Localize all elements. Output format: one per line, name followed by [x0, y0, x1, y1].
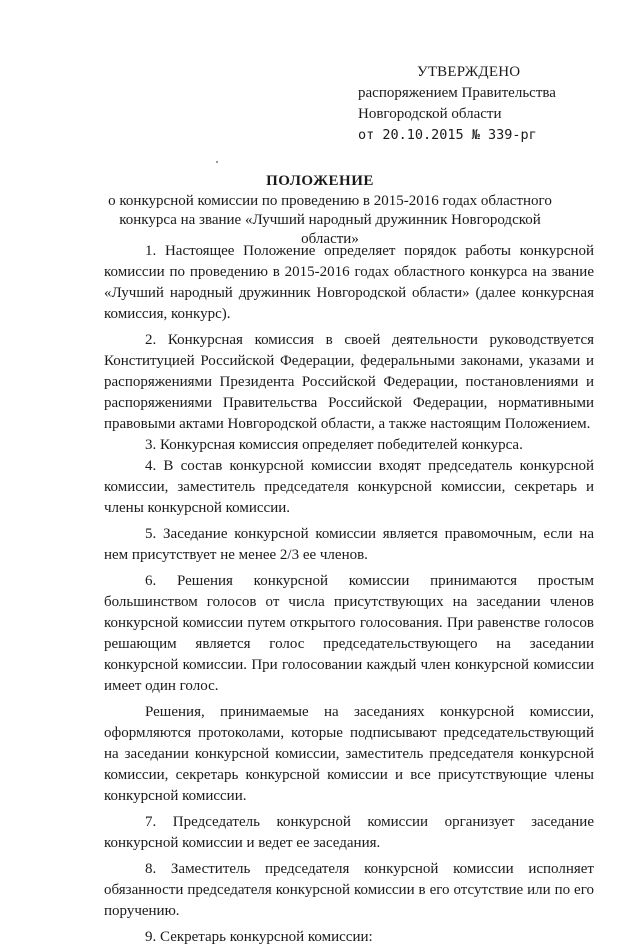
document-title: ПОЛОЖЕНИЕ: [266, 173, 374, 189]
paragraph-7: 7. Председатель конкурсной комиссии организует заседание конкурсной комиссии и ведет ее заседания.: [104, 814, 594, 851]
paragraph-3: 3. Конкурсная комиссия определяет победителей конкурса.: [145, 437, 523, 453]
scan-speck: [216, 161, 218, 163]
approval-line-1: распоряжением Правительства: [358, 85, 556, 101]
paragraph-6-decisions: Решения, принимаемые на заседаниях конкурсной комиссии, оформляются протоколами, которые подписывают председательствующий на заседании конкурсной комиссии, заместитель председателя конкурсной комиссии, секретарь конкурсной комиссии и все присутствующие члены конкурсной комиссии.: [104, 704, 594, 804]
document-body: [104, 241, 594, 948]
document-subtitle: о конкурсной комиссии по проведению в 2015-2016 годах областного конкурса на звание «Лучший народный дружинник Новгородской области»: [108, 193, 552, 247]
paragraph-5: 5. Заседание конкурсной комиссии является правомочным, если на нем присутствует не менее 2/3 ее членов.: [104, 526, 594, 563]
paragraph-2: 2. Конкурсная комиссия в своей деятельности руководствуется Конституцией Российской Федерации, федеральными законами, указами и распоряжениями Президента Российской Федерации, постановлениями и распоряжениями Правительства Российской Федерации, нормативными правовыми актами Новгородской области, а также настоящим Положением.: [104, 332, 594, 432]
approval-block: [358, 62, 628, 146]
paragraph-6: 6. Решения конкурсной комиссии принимаются простым большинством голосов от числа присутствующих на заседании членов конкурсной комиссии путем открытого голосования. При равенстве голосов решающим является голос председательствующего на заседании конкурсной комиссии. При голосовании каждый член конкурсной комиссии имеет один голос.: [104, 573, 594, 694]
paragraph-9: 9. Секретарь конкурсной комиссии:: [145, 929, 373, 945]
paragraph-1: 1. Настоящее Положение определяет порядок работы конкурсной комиссии по проведению в 2015-2016 годах областного конкурса на звание «Лучший народный дружинник Новгородской области» (далее конкурсная комиссия, конкурс).: [104, 243, 594, 322]
approval-line-2: Новгородской области: [358, 106, 502, 122]
paragraph-4: 4. В состав конкурсной комиссии входят председатель конкурсной комиссии, заместитель председателя конкурсной комиссии, секретарь и члены конкурсной комиссии.: [104, 458, 594, 516]
approval-date-line: от 20.10.2015 № 339-рг: [358, 127, 537, 143]
approval-title: УТВЕРЖДЕНО: [417, 64, 521, 80]
paragraph-8: 8. Заместитель председателя конкурсной комиссии исполняет обязанности председателя конкурсной комиссии в его отсутствие или по его поручению.: [104, 861, 594, 919]
